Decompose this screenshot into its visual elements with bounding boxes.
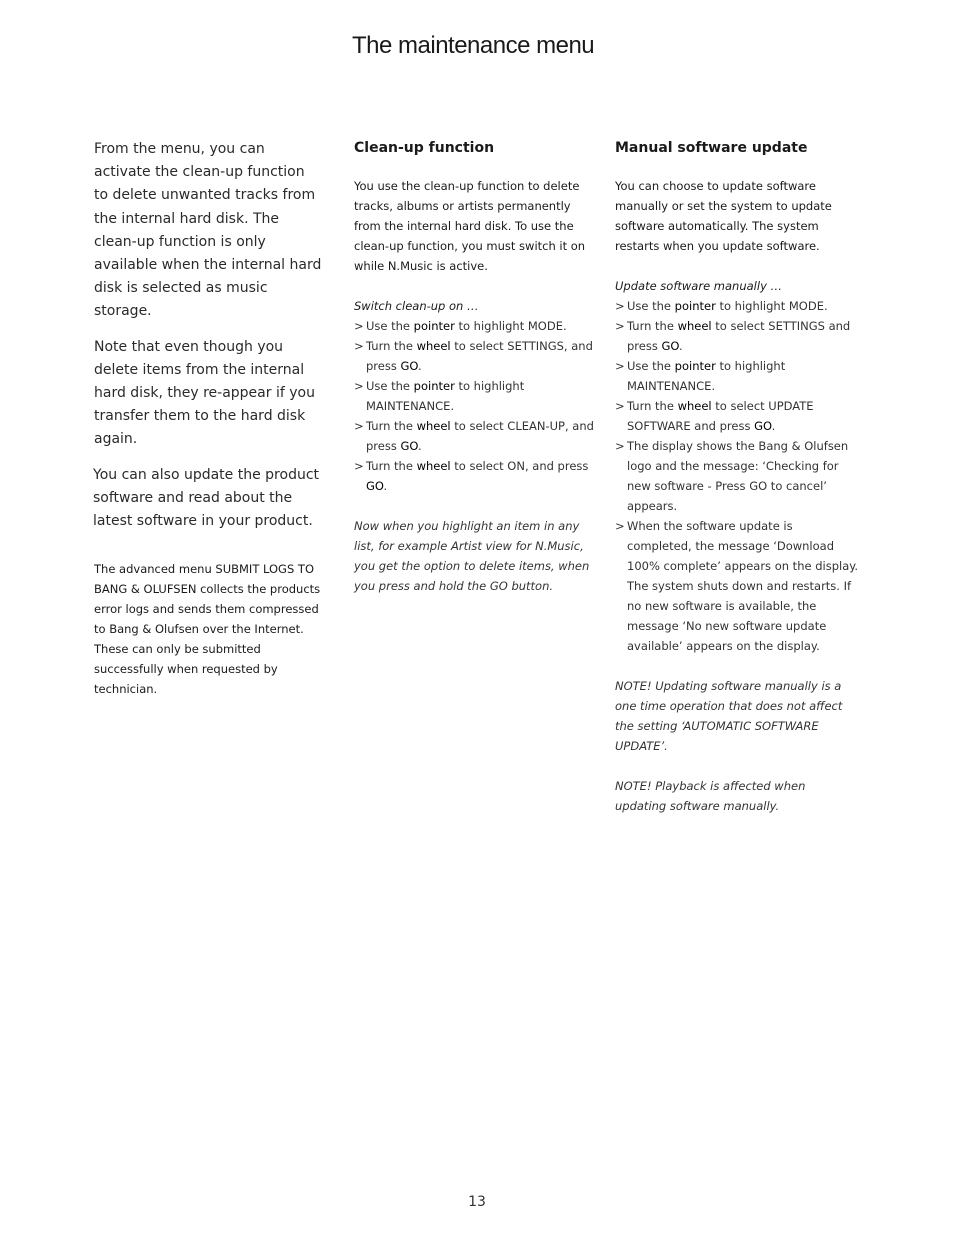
update-subheading: Update software manually … <box>615 279 783 293</box>
intro-column <box>94 138 322 699</box>
step-text: . <box>383 479 388 493</box>
advanced-menu-name: SUBMIT LOGS TO BANG & OLUFSEN <box>94 562 314 597</box>
page-number: 13 <box>468 1194 486 1210</box>
cleanup-heading: Clean-up function <box>354 140 495 156</box>
step-text: to select CLEAN-UP, and press <box>366 419 594 453</box>
update-note: NOTE! Updating software manually is a one time operation that does not affect the setting ‘AUTOMATIC SOFTWARE UPDATE’. <box>615 679 843 753</box>
step-text: . <box>418 439 422 453</box>
cleanup-column <box>354 138 598 596</box>
step-key: GO <box>661 339 679 353</box>
advanced-text: The advanced menu <box>94 562 216 577</box>
step-text: Turn the <box>627 399 678 413</box>
cleanup-note: Now when you highlight an item in any list, for example Artist view for N.Music, you get the option to delete items, when you press and hold the GO button. <box>354 519 590 593</box>
step-text: Use the <box>366 379 414 393</box>
step-key: wheel <box>677 319 712 333</box>
cleanup-steps <box>354 316 598 496</box>
step-text: Use the <box>627 299 675 313</box>
update-steps <box>615 296 860 656</box>
step-key: pointer <box>413 319 455 333</box>
step-item <box>354 336 598 376</box>
step-key: pointer <box>674 359 716 373</box>
step-key: wheel <box>416 419 451 433</box>
step-item <box>354 376 598 416</box>
step-text: Turn the <box>366 339 417 353</box>
step-item <box>615 396 860 436</box>
cleanup-body: You use the clean-up function to delete tracks, albums or artists permanently from the internal hard disk. To use the clean-up function, you must switch it on while N.Music is active. <box>354 179 586 273</box>
step-item <box>615 516 860 656</box>
step-text: . <box>771 419 776 433</box>
step-text: to select ON, and press <box>450 459 589 473</box>
step-text: The display shows the Bang & Olufsen logo and the message: ‘Checking for new software - Press GO to cancel’ appears. <box>627 439 849 513</box>
step-key: GO <box>754 419 772 433</box>
step-key: wheel <box>677 399 712 413</box>
step-text: to highlight MAINTENANCE. <box>627 359 786 393</box>
step-item <box>615 356 860 396</box>
step-key: GO <box>400 439 418 453</box>
step-text: Turn the <box>627 319 678 333</box>
cleanup-subheading: Switch clean-up on … <box>354 299 479 313</box>
step-key: pointer <box>413 379 455 393</box>
step-text: to select SETTINGS, and press <box>366 339 593 373</box>
step-item <box>615 316 860 356</box>
step-item <box>615 296 860 316</box>
step-text: to highlight MODE. <box>715 299 828 313</box>
step-text: Use the <box>627 359 675 373</box>
step-key: GO <box>400 359 418 373</box>
step-item <box>354 316 598 336</box>
step-text: Use the <box>366 319 414 333</box>
step-text: Turn the <box>366 419 417 433</box>
step-item <box>354 456 598 496</box>
step-text: to select UPDATE SOFTWARE and press <box>627 399 814 433</box>
step-key: pointer <box>674 299 716 313</box>
step-text: . <box>679 339 683 353</box>
step-text: Turn the <box>366 459 417 473</box>
step-text: to highlight MAINTENANCE. <box>366 379 525 413</box>
step-text: to highlight MODE. <box>454 319 567 333</box>
update-body: You can choose to update software manually or set the system to update software automatically. The system restarts when you update software. <box>615 179 832 253</box>
step-item <box>615 436 860 516</box>
step-key: GO <box>366 479 384 493</box>
step-key: wheel <box>416 339 451 353</box>
advanced-menu-note <box>94 559 322 699</box>
step-key: wheel <box>416 459 451 473</box>
page-title: The maintenance menu <box>352 32 595 59</box>
update-column <box>615 138 860 816</box>
intro-paragraph: You can also update the product software and read about the latest software in your product. <box>93 466 320 530</box>
step-item <box>354 416 598 456</box>
update-heading: Manual software update <box>615 140 808 156</box>
step-text: to select SETTINGS and press <box>627 319 851 353</box>
advanced-text: collects the products error logs and sends them compressed to Bang & Olufsen over the Internet. These can only be submitted successfully when requested by technician. <box>94 582 321 697</box>
intro-paragraph: Note that even though you delete items from the internal hard disk, they re-appear if you transfer them to the hard disk again. <box>94 338 315 448</box>
update-note: NOTE! Playback is affected when updating software manually. <box>615 779 806 813</box>
step-text: When the software update is completed, the message ‘Download 100% complete’ appears on the display. The system shuts down and restarts. If no new software is available, the message ‘No new software update available’ appears on the display. <box>627 519 859 653</box>
intro-paragraph: From the menu, you can activate the clean-up function to delete unwanted tracks from the internal hard disk. The clean-up function is only available when the internal hard disk is selected as music storage. <box>94 141 322 320</box>
step-text: . <box>418 359 422 373</box>
